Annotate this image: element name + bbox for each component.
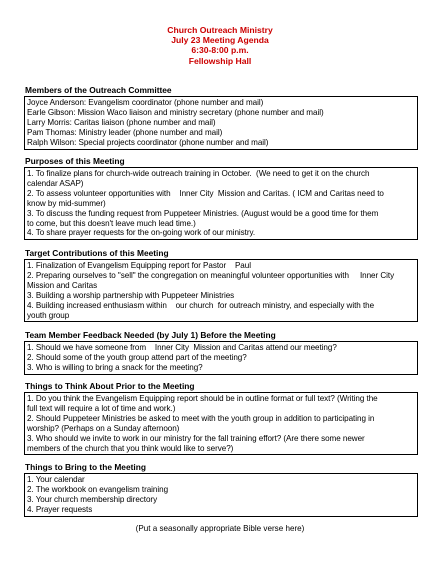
- list-item: 3. Your church membership directory: [27, 494, 158, 504]
- members-title: Members of the Outreach Committee: [25, 85, 172, 95]
- list-item: 2. Preparing ourselves to "sell" the congregation on meaningful volunteer opportunities with Inner City: [27, 270, 395, 280]
- list-item: 2. The workbook on evangelism training: [27, 484, 169, 494]
- list-item: full text will require a lot of time and work.): [27, 403, 176, 413]
- list-item: Earle Gibson: Mission Waco liaison and ministry secretary (phone number and mail): [27, 107, 324, 117]
- purposes-section: [24, 156, 418, 240]
- list-item: Mission and Caritas: [27, 280, 98, 290]
- list-item: 1. Should we have someone from Inner City Mission and Caritas attend our meeting?: [27, 343, 337, 352]
- bring-section: [24, 462, 418, 517]
- bring-box: [24, 473, 418, 517]
- list-item: 4. Prayer requests: [27, 504, 93, 514]
- think-box: [24, 392, 418, 455]
- think-section: [24, 381, 418, 455]
- list-item: 4. To share prayer requests for the on-going work of our ministry.: [27, 228, 256, 238]
- list-item: Larry Morris: Caritas liaison (phone number and mail): [27, 117, 216, 127]
- feedback-title: Team Member Feedback Needed (by July 1) Before the Meeting: [25, 330, 276, 340]
- list-item: 3. Who should we invite to work in our ministry for the fall training effort? (Are there some newer: [27, 433, 365, 443]
- list-item: calendar ASAP): [27, 178, 84, 188]
- list-item: 2. To assess volunteer opportunities with Inner City Mission and Caritas. ( ICM and Caritas need to: [27, 188, 384, 198]
- agenda-header: [0, 25, 440, 66]
- list-item: 1. Your calendar: [27, 475, 85, 484]
- list-item: members of the church that you think would like to serve?): [27, 443, 234, 453]
- list-item: 1. Do you think the Evangelism Equipping report should be in outline format or full text? (Writing the: [27, 394, 378, 403]
- list-item: know by mid-summer): [27, 198, 106, 208]
- list-item: 3. Who is willing to bring a snack for the meeting?: [27, 362, 203, 372]
- purposes-box: [24, 167, 418, 240]
- feedback-section: [24, 330, 418, 375]
- list-item: Pam Thomas: Ministry leader (phone number and mail): [27, 127, 223, 137]
- list-item: worship? (Perhaps on a Sunday afternoon): [27, 423, 180, 433]
- feedback-box: [24, 341, 418, 375]
- list-item: 2. Should some of the youth group attend part of the meeting?: [27, 352, 247, 362]
- contributions-box: [24, 259, 418, 322]
- members-box: [24, 96, 418, 150]
- members-section: [24, 85, 418, 150]
- list-item: 3. Building a worship partnership with Puppeteer Ministries: [27, 290, 235, 300]
- meeting-time: 6:30-8:00 p.m.: [191, 45, 249, 56]
- list-item: youth group: [27, 310, 70, 320]
- meeting-location: Fellowship Hall: [188, 55, 252, 66]
- list-item: 3. To discuss the funding request from Puppeteer Ministries. (August would be a good time for them: [27, 208, 379, 218]
- list-item: to come, but this doesn't leave much lead time.): [27, 218, 196, 228]
- list-item: Ralph Wilson: Special projects coordinator (phone number and mail): [27, 137, 269, 147]
- think-title: Things to Think About Prior to the Meeting: [25, 381, 195, 391]
- list-item: 2. Should Puppeteer Ministries be asked to meet with the youth group in addition to participating in: [27, 413, 375, 423]
- list-item: 1. Finalization of Evangelism Equipping report for Pastor Paul: [27, 261, 251, 270]
- contributions-section: [24, 248, 418, 322]
- ministry-title: Church Outreach Ministry: [167, 25, 273, 35]
- bring-title: Things to Bring to the Meeting: [25, 462, 146, 472]
- list-item: 4. Building increased enthusiasm within our church for outreach ministry, and especially with the: [27, 300, 375, 310]
- list-item: 1. To finalize plans for church-wide outreach training in October. (We need to get it on the church: [27, 169, 370, 178]
- meeting-title: July 23 Meeting Agenda: [171, 35, 269, 46]
- contributions-title: Target Contributions of this Meeting: [25, 248, 169, 258]
- bible-verse-note: (Put a seasonally appropriate Bible verse here): [135, 524, 305, 533]
- purposes-title: Purposes of this Meeting: [25, 156, 125, 166]
- list-item: Joyce Anderson: Evangelism coordinator (phone number and mail): [27, 98, 264, 107]
